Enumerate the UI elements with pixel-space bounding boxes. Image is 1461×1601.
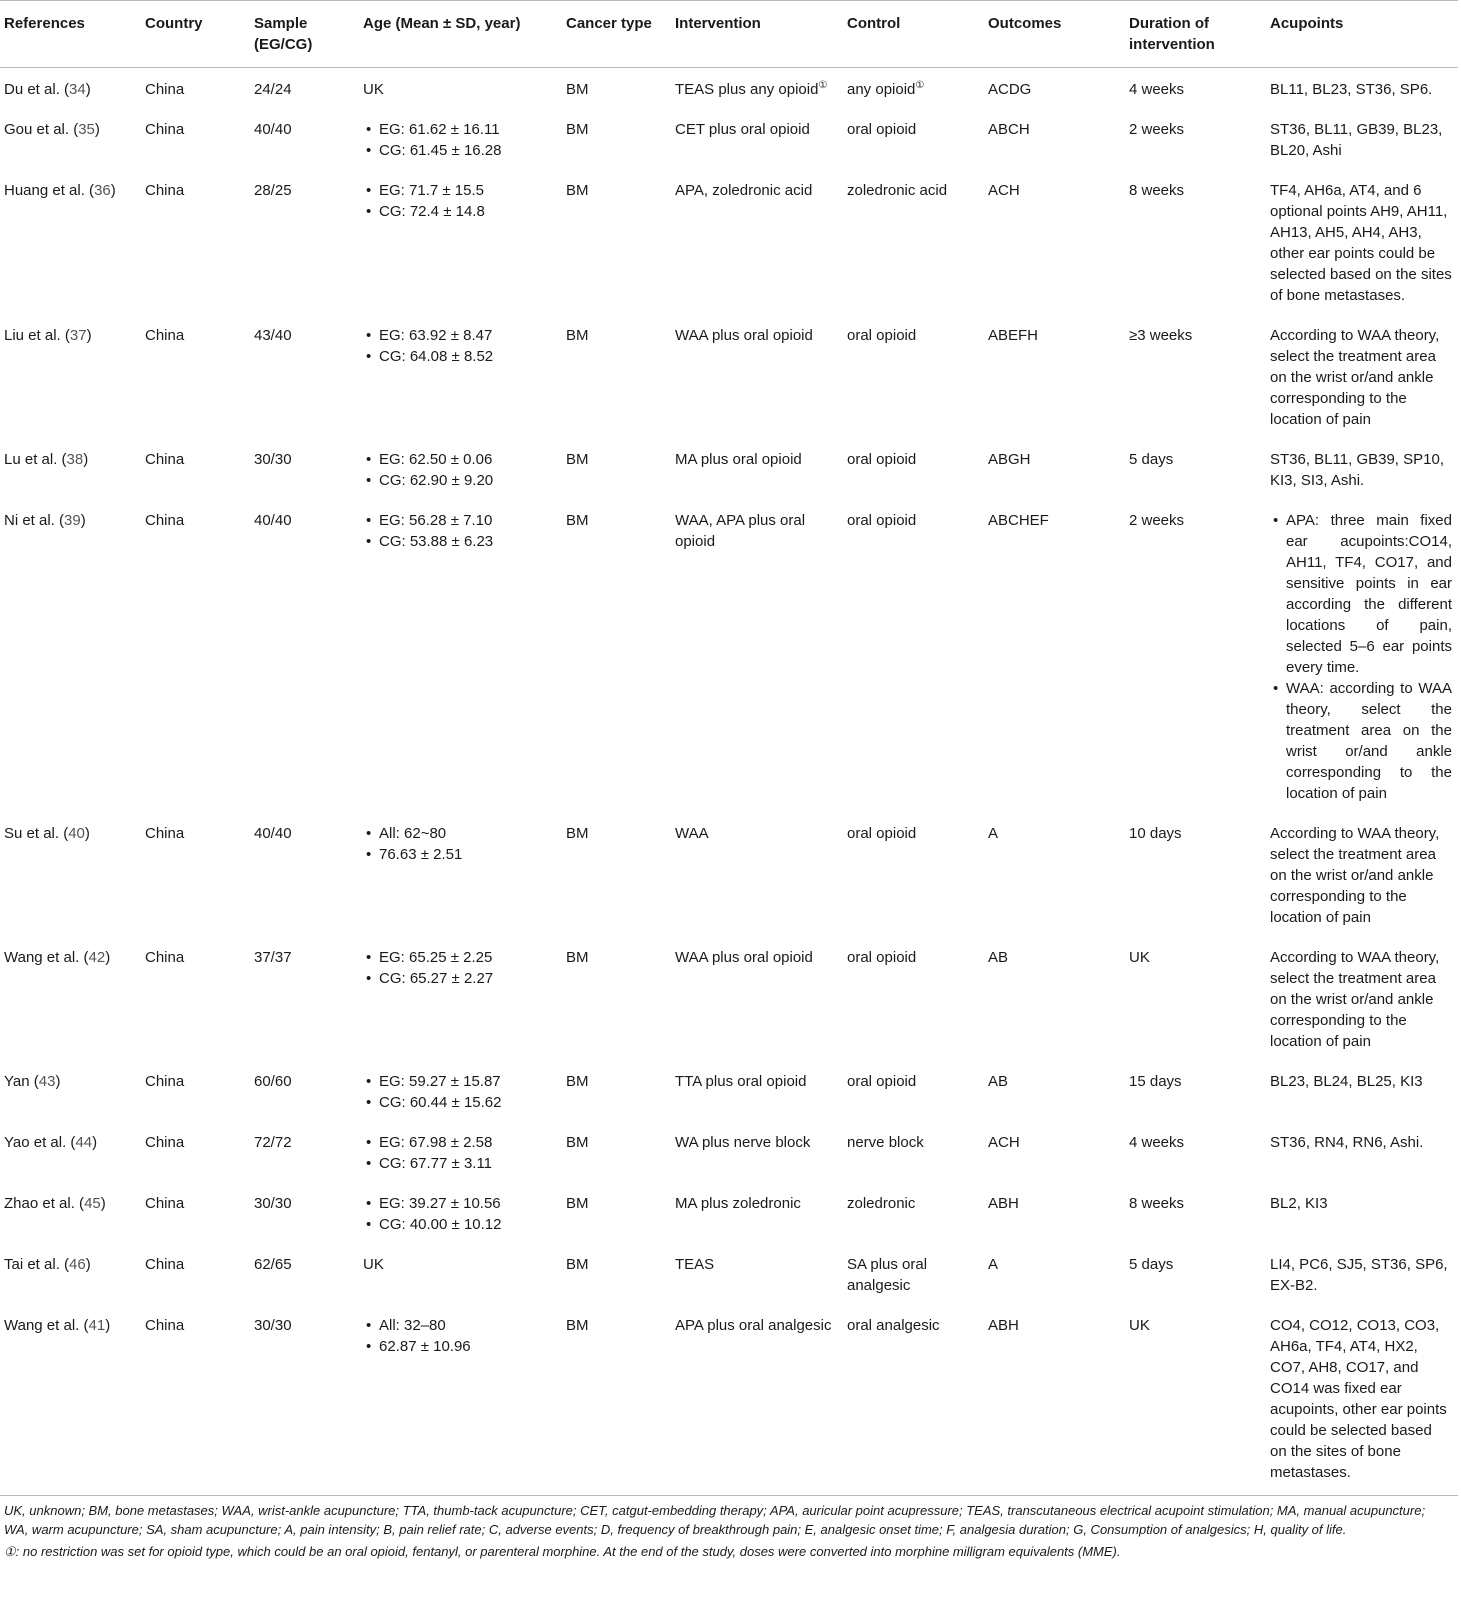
cell-country: China <box>145 121 185 138</box>
control-text: oral opioid <box>847 327 917 344</box>
cell-age <box>359 495 562 808</box>
cell-outcomes: AB <box>988 949 1009 966</box>
reference-author: Zhao et al. <box>4 1195 75 1212</box>
reference-author: Wang et al. <box>4 949 80 966</box>
cell-sample: 40/40 <box>254 121 292 138</box>
footnote-marker: ① <box>818 80 828 91</box>
header-sample: Sample (EG/CG) <box>250 1 359 68</box>
table-row <box>0 1178 1458 1239</box>
table-row <box>0 310 1458 434</box>
cell-acupoints: ST36, RN4, RN6, Ashi. <box>1270 1134 1424 1151</box>
age-list <box>363 449 556 491</box>
cell-sample: 28/25 <box>254 182 292 199</box>
cell-intervention <box>671 932 843 1056</box>
age-list <box>363 180 556 222</box>
cell-control <box>843 310 984 434</box>
control-text: oral opioid <box>847 825 917 842</box>
age-list <box>363 1315 556 1357</box>
age-item: • 76.63 ± 2.51 <box>363 844 556 865</box>
table-row <box>0 1117 1458 1178</box>
footnote-marker: ① <box>915 80 925 91</box>
cell-duration: 5 days <box>1129 1256 1174 1273</box>
cell-cancer-type: BM <box>566 1256 589 1273</box>
age-list <box>363 947 556 989</box>
cell-intervention <box>671 68 843 105</box>
cell-country: China <box>145 327 185 344</box>
cell-duration: 5 days <box>1129 451 1174 468</box>
cell-acupoints: BL23, BL24, BL25, KI3 <box>1270 1073 1423 1090</box>
cell-reference: Tai et al. (46) <box>4 1256 91 1273</box>
cell-cancer-type: BM <box>566 1073 589 1090</box>
cell-intervention <box>671 434 843 495</box>
cell-sample: 30/30 <box>254 1195 292 1212</box>
reference-number: 43 <box>38 1073 56 1090</box>
table-row <box>0 165 1458 310</box>
cell-outcomes: ABH <box>988 1195 1019 1212</box>
cell-control <box>843 932 984 1056</box>
table-row <box>0 1056 1458 1117</box>
cell-control <box>843 1239 984 1300</box>
age-item: • EG: 62.50 ± 0.06 <box>363 449 556 470</box>
header-acupoints: Acupoints <box>1266 1 1458 68</box>
header-age: Age (Mean ± SD, year) <box>359 1 562 68</box>
cell-reference: Gou et al. (35) <box>4 121 100 138</box>
cell-cancer-type: BM <box>566 825 589 842</box>
cell-outcomes: A <box>988 1256 999 1273</box>
cell-reference: Lu et al. (38) <box>4 451 89 468</box>
intervention-text: WA plus nerve block <box>675 1134 811 1151</box>
header-country: Country <box>141 1 250 68</box>
age-item: • EG: 56.28 ± 7.10 <box>363 510 556 531</box>
control-text: oral analgesic <box>847 1317 940 1334</box>
table-row <box>0 104 1458 165</box>
cell-control <box>843 1178 984 1239</box>
cell-intervention <box>671 104 843 165</box>
age-list <box>363 119 556 161</box>
cell-control <box>843 104 984 165</box>
cell-reference: Wang et al. (41) <box>0 1300 141 1496</box>
cell-control <box>843 1117 984 1178</box>
reference-number: 37 <box>69 327 87 344</box>
age-item: • CG: 64.08 ± 8.52 <box>363 346 556 367</box>
cell-duration: 4 weeks <box>1129 81 1185 98</box>
cell-control <box>843 434 984 495</box>
age-list <box>363 823 556 865</box>
cell-sample: 37/37 <box>254 949 292 966</box>
cell-acupoints: TF4, AH6a, AT4, and 6 optional points AH9, AH11, AH13, AH5, AH4, AH3, other ear points could be selected based on the sites of bone metastases. <box>1270 182 1452 304</box>
reference-author: Huang et al. <box>4 182 85 199</box>
cell-country: China <box>145 512 185 529</box>
cell-duration: ≥3 weeks <box>1129 327 1193 344</box>
age-item: • CG: 62.90 ± 9.20 <box>363 470 556 491</box>
table-row <box>0 808 1458 932</box>
age-list <box>363 510 556 552</box>
header-cancer-type: Cancer type <box>562 1 671 68</box>
cell-intervention <box>671 1300 843 1496</box>
cell-country: China <box>145 1073 185 1090</box>
cell-outcomes: ABGH <box>988 451 1031 468</box>
acupoints-item: • WAA: according to WAA theory, select the treatment area on the wrist or/and ankle corresponding to the location of pain <box>1270 678 1452 804</box>
header-intervention: Intervention <box>671 1 843 68</box>
table-footnotes <box>4 1501 1444 1561</box>
cell-control <box>843 1056 984 1117</box>
table-row <box>0 932 1458 1056</box>
control-text: zoledronic acid <box>847 182 948 199</box>
cell-duration: UK <box>1125 1300 1266 1496</box>
cell-sample: 72/72 <box>254 1134 292 1151</box>
cell-cancer-type: BM <box>566 949 589 966</box>
cell-age <box>359 310 562 434</box>
intervention-text: WAA, APA plus oral opioid <box>675 512 806 550</box>
reference-author: Liu et al. <box>4 327 61 344</box>
cell-duration: UK <box>1129 949 1150 966</box>
cell-sample: 60/60 <box>254 1073 292 1090</box>
control-text: oral opioid <box>847 512 917 529</box>
acupoints-item: • APA: three main fixed ear acupoints:CO14, AH11, TF4, CO17, and sensitive points in ear according the different locations of pain, selected 5–6 ear points every time. <box>1270 510 1452 678</box>
age-item: • EG: 61.62 ± 16.11 <box>363 119 556 140</box>
cell-country: China <box>145 81 185 98</box>
age-item: • All: 32–80 <box>363 1315 556 1336</box>
cell-outcomes: ABCHEF <box>988 512 1049 529</box>
age-item: • EG: 59.27 ± 15.87 <box>363 1071 556 1092</box>
cell-age <box>359 1056 562 1117</box>
cell-intervention <box>671 1117 843 1178</box>
cell-duration: 15 days <box>1129 1073 1182 1090</box>
header-outcomes: Outcomes <box>984 1 1125 68</box>
cell-outcomes: ABCH <box>988 121 1030 138</box>
age-list <box>363 1193 556 1235</box>
intervention-text: APA, zoledronic acid <box>675 182 813 199</box>
cell-control <box>843 165 984 310</box>
cell-age <box>359 808 562 932</box>
cell-reference: Wang et al. (42) <box>4 949 111 966</box>
cell-reference: Liu et al. (37) <box>4 327 92 344</box>
cell-country: China <box>145 949 185 966</box>
cell-age <box>359 1300 562 1496</box>
cell-outcomes: AB <box>988 1073 1009 1090</box>
cell-outcomes: ACH <box>988 182 1020 199</box>
age-item: • All: 62~80 <box>363 823 556 844</box>
reference-number: 36 <box>94 182 111 199</box>
age-list <box>363 325 556 367</box>
age-item: • CG: 61.45 ± 16.28 <box>363 140 556 161</box>
intervention-text: CET plus oral opioid <box>675 121 810 138</box>
cell-cancer-type: BM <box>562 1300 671 1496</box>
cell-control <box>843 68 984 105</box>
cell-country: China <box>145 451 185 468</box>
cell-sample: 43/40 <box>254 327 292 344</box>
cell-outcomes: ACH <box>988 1134 1020 1151</box>
cell-control <box>843 495 984 808</box>
control-text: zoledronic <box>847 1195 916 1212</box>
cell-outcomes: ACDG <box>988 81 1032 98</box>
cell-control <box>843 808 984 932</box>
cell-acupoints: LI4, PC6, SJ5, ST36, SP6, EX-B2. <box>1270 1256 1448 1294</box>
cell-cancer-type: BM <box>566 451 589 468</box>
reference-number: 41 <box>88 1317 106 1334</box>
cell-cancer-type: BM <box>566 81 589 98</box>
abbreviations-note: UK, unknown; BM, bone metastases; WAA, wrist-ankle acupuncture; TTA, thumb-tack acupuncture; CET, catgut-embedding therapy; APA, auricular point acupressure; TEAS, transcutaneous electrical acupoint stimulation; MA, manual acupuncture; WA, warm acupuncture; SA, sham acupuncture; A, pain intensity; B, pain relief rate; C, adverse events; D, frequency of breakthrough pain; E, analgesic onset time; F, analgesia duration; G, Consumption of analgesics; H, quality of life. <box>4 1503 1426 1537</box>
reference-author: Wang et al. <box>4 1317 80 1334</box>
cell-age <box>359 932 562 1056</box>
age-item: • EG: 67.98 ± 2.58 <box>363 1132 556 1153</box>
cell-sample: 40/40 <box>254 512 292 529</box>
cell-intervention <box>671 1056 843 1117</box>
intervention-text: TEAS plus any opioid <box>675 81 819 98</box>
cell-age <box>359 1117 562 1178</box>
intervention-text: APA plus oral analgesic <box>675 1317 832 1334</box>
age-item: • EG: 39.27 ± 10.56 <box>363 1193 556 1214</box>
cell-age: UK <box>363 81 384 98</box>
cell-acupoints <box>1266 495 1458 808</box>
footnote-text: : no restriction was set for opioid type, which could be an oral opioid, fentanyl, or parenteral morphine. At the end of the study, doses were converted into morphine milligram equivalents (MME). <box>15 1544 1121 1559</box>
intervention-text: MA plus zoledronic <box>675 1195 801 1212</box>
age-list <box>363 1132 556 1174</box>
table-row <box>0 495 1458 808</box>
reference-number: 44 <box>75 1134 93 1151</box>
control-text: oral opioid <box>847 121 917 138</box>
reference-number: 46 <box>69 1256 86 1273</box>
cell-outcomes: A <box>988 825 999 842</box>
header-control: Control <box>843 1 984 68</box>
control-text: oral opioid <box>847 451 917 468</box>
cell-outcomes: ABEFH <box>988 327 1039 344</box>
cell-acupoints: ST36, BL11, GB39, BL23, BL20, Ashi <box>1270 121 1443 159</box>
cell-control <box>843 1300 984 1496</box>
age-item: • CG: 65.27 ± 2.27 <box>363 968 556 989</box>
reference-number: 45 <box>84 1195 101 1212</box>
cell-intervention <box>671 495 843 808</box>
header-references: References <box>0 1 141 68</box>
cell-country: China <box>145 1195 185 1212</box>
table-row <box>0 1300 1458 1496</box>
cell-intervention <box>671 1178 843 1239</box>
age-item: • CG: 53.88 ± 6.23 <box>363 531 556 552</box>
table-body <box>0 68 1458 1496</box>
cell-cancer-type: BM <box>566 512 589 529</box>
header-duration: Duration of intervention <box>1125 1 1266 68</box>
cell-duration: 8 weeks <box>1129 182 1185 199</box>
reference-author: Su et al. <box>4 825 60 842</box>
cell-reference: Yan (43) <box>4 1073 61 1090</box>
age-item: • CG: 60.44 ± 15.62 <box>363 1092 556 1113</box>
age-item: • EG: 71.7 ± 15.5 <box>363 180 556 201</box>
cell-age <box>359 104 562 165</box>
control-text: oral opioid <box>847 949 917 966</box>
opioid-note <box>4 1542 1444 1561</box>
cell-acupoints: According to WAA theory, select the treatment area on the wrist or/and ankle corresponding to the location of pain <box>1270 825 1440 926</box>
cell-acupoints: BL2, KI3 <box>1270 1195 1328 1212</box>
control-text: nerve block <box>847 1134 924 1151</box>
cell-sample: 24/24 <box>254 81 292 98</box>
reference-number: 38 <box>66 451 84 468</box>
table-row <box>0 434 1458 495</box>
cell-sample: 30/30 <box>250 1300 359 1496</box>
cell-reference: Yao et al. (44) <box>4 1134 98 1151</box>
cell-age <box>359 1178 562 1239</box>
cell-acupoints: CO4, CO12, CO13, CO3, AH6a, TF4, AT4, HX2, CO7, AH8, CO17, and CO14 was fixed ear acupoints, other ear points could be selected based on the sites of bone metastases. <box>1266 1300 1458 1496</box>
header-row <box>0 1 1458 68</box>
cell-sample: 62/65 <box>254 1256 292 1273</box>
cell-intervention <box>671 1239 843 1300</box>
control-text: oral opioid <box>847 1073 917 1090</box>
cell-age: UK <box>363 1256 384 1273</box>
cell-cancer-type: BM <box>566 1195 589 1212</box>
cell-sample: 30/30 <box>254 451 292 468</box>
cell-country: China <box>145 1256 185 1273</box>
cell-duration: 2 weeks <box>1129 121 1185 138</box>
intervention-text: TTA plus oral opioid <box>675 1073 807 1090</box>
cell-reference: Su et al. (40) <box>4 825 90 842</box>
cell-sample: 40/40 <box>254 825 292 842</box>
intervention-text: MA plus oral opioid <box>675 451 802 468</box>
reference-number: 40 <box>68 825 85 842</box>
cell-age <box>359 165 562 310</box>
age-item: • EG: 63.92 ± 8.47 <box>363 325 556 346</box>
age-list <box>363 1071 556 1113</box>
reference-author: Tai et al. <box>4 1256 60 1273</box>
reference-author: Yan <box>4 1073 30 1090</box>
age-item: • CG: 67.77 ± 3.11 <box>363 1153 556 1174</box>
age-item: • EG: 65.25 ± 2.25 <box>363 947 556 968</box>
cell-acupoints: According to WAA theory, select the treatment area on the wrist or/and ankle corresponding to the location of pain <box>1270 949 1440 1050</box>
reference-author: Lu et al. <box>4 451 58 468</box>
cell-country: China <box>145 182 185 199</box>
intervention-text: WAA plus oral opioid <box>675 327 813 344</box>
cell-cancer-type: BM <box>566 1134 589 1151</box>
cell-outcomes: ABH <box>984 1300 1125 1496</box>
cell-duration: 4 weeks <box>1129 1134 1185 1151</box>
cell-country: China <box>145 1134 185 1151</box>
reference-number: 42 <box>88 949 106 966</box>
footnote-symbol: ① <box>4 1544 16 1559</box>
cell-acupoints: ST36, BL11, GB39, SP10, KI3, SI3, Ashi. <box>1270 451 1444 489</box>
reference-number: 35 <box>78 121 95 138</box>
cell-intervention <box>671 808 843 932</box>
cell-intervention <box>671 165 843 310</box>
age-item: • CG: 72.4 ± 14.8 <box>363 201 556 222</box>
intervention-text: WAA plus oral opioid <box>675 949 813 966</box>
reference-number: 39 <box>64 512 81 529</box>
cell-intervention <box>671 310 843 434</box>
cell-cancer-type: BM <box>566 327 589 344</box>
age-item: • CG: 40.00 ± 10.12 <box>363 1214 556 1235</box>
table-row <box>0 1239 1458 1300</box>
intervention-text: TEAS <box>675 1256 715 1273</box>
cell-acupoints: According to WAA theory, select the treatment area on the wrist or/and ankle corresponding to the location of pain <box>1270 327 1440 428</box>
cell-reference: Zhao et al. (45) <box>4 1195 106 1212</box>
reference-author: Gou et al. <box>4 121 70 138</box>
reference-author: Du et al. <box>4 81 60 98</box>
table-row <box>0 68 1458 105</box>
cell-country: China <box>141 1300 250 1496</box>
cell-country: China <box>145 825 185 842</box>
cell-duration: 8 weeks <box>1129 1195 1185 1212</box>
cell-cancer-type: BM <box>566 182 589 199</box>
reference-author: Yao et al. <box>4 1134 67 1151</box>
cell-cancer-type: BM <box>566 121 589 138</box>
cell-duration: 2 weeks <box>1129 512 1185 529</box>
cell-reference: Huang et al. (36) <box>4 182 116 199</box>
cell-reference: Du et al. (34) <box>4 81 91 98</box>
cell-acupoints: BL11, BL23, ST36, SP6. <box>1270 81 1433 98</box>
age-item: • 62.87 ± 10.96 <box>363 1336 556 1357</box>
cell-reference: Ni et al. (39) <box>4 512 86 529</box>
cell-age <box>359 434 562 495</box>
reference-number: 34 <box>69 81 86 98</box>
acupoints-list <box>1270 510 1452 804</box>
cell-duration: 10 days <box>1129 825 1182 842</box>
control-text: any opioid <box>847 81 916 98</box>
control-text: SA plus oral analgesic <box>847 1256 928 1294</box>
intervention-text: WAA <box>675 825 709 842</box>
reference-author: Ni et al. <box>4 512 55 529</box>
